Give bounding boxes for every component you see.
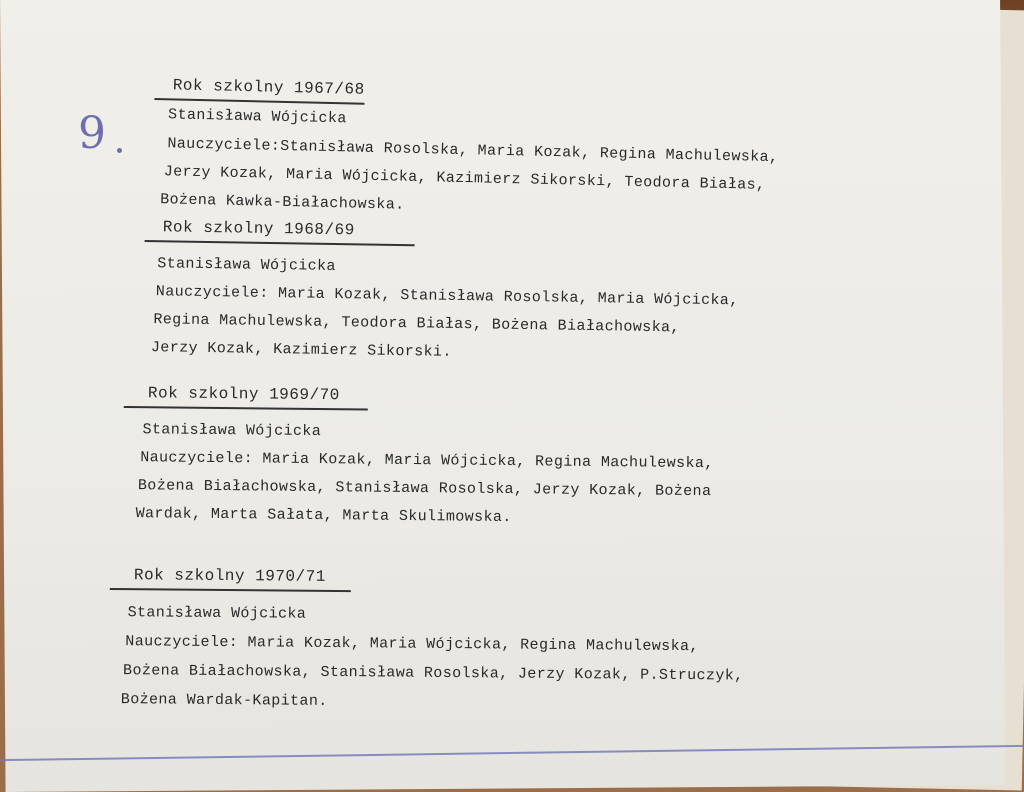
section-1969-70 xyxy=(123,384,715,528)
section-heading: Rok szkolny 1970/71 xyxy=(110,566,351,592)
section-heading: Rok szkolny 1969/70 xyxy=(124,384,368,411)
teachers-line: Bożena Białachowska, Stanisława Rosolska, Jerzy Kozak, P.Struczyk, xyxy=(123,662,744,685)
handwritten-dot xyxy=(117,148,122,153)
teachers-line: Bożena Kawka-Białachowska. xyxy=(160,191,405,214)
teachers-line: Jerzy Kozak, Maria Wójcicka, Kazimierz Sikorski, Teodora Białas, xyxy=(163,163,766,194)
section-1967-68 xyxy=(152,76,780,222)
teachers-line: Bożena Białachowska, Stanisława Rosolska, Jerzy Kozak, Bożena xyxy=(137,477,712,501)
director-name: Stanisława Wójcicka xyxy=(127,604,307,623)
handwritten-page-number: 9 xyxy=(78,108,106,159)
teachers-line: Wardak, Marta Sałata, Marta Skulimowska. xyxy=(135,505,512,527)
teachers-line: Regina Machulewska, Teodora Białas, Bożena Białachowska, xyxy=(153,311,680,337)
teachers-line: Nauczyciele: Maria Kozak, Maria Wójcicka, Regina Machulewska, xyxy=(125,633,699,656)
teachers-line: Nauczyciele:Stanisława Rosolska, Maria Kozak, Regina Machulewska, xyxy=(167,135,779,167)
section-heading: Rok szkolny 1967/68 xyxy=(154,76,364,105)
teachers-line: Bożena Wardak-Kapitan. xyxy=(120,691,328,710)
director-name: Stanisława Wójcicka xyxy=(142,421,322,441)
section-heading: Rok szkolny 1968/69 xyxy=(145,218,415,246)
section-1970-71 xyxy=(109,566,745,714)
teachers-line: Nauczyciele: Maria Kozak, Stanisława Rosolska, Maria Wójcicka, xyxy=(155,283,739,310)
teachers-line: Jerzy Kozak, Kazimierz Sikorski. xyxy=(150,339,452,361)
director-name: Stanisława Wójcicka xyxy=(167,106,347,128)
section-1968-69 xyxy=(143,218,740,365)
teachers-line: Nauczyciele: Maria Kozak, Maria Wójcicka, Regina Machulewska, xyxy=(140,449,714,473)
director-name: Stanisława Wójcicka xyxy=(157,255,337,276)
